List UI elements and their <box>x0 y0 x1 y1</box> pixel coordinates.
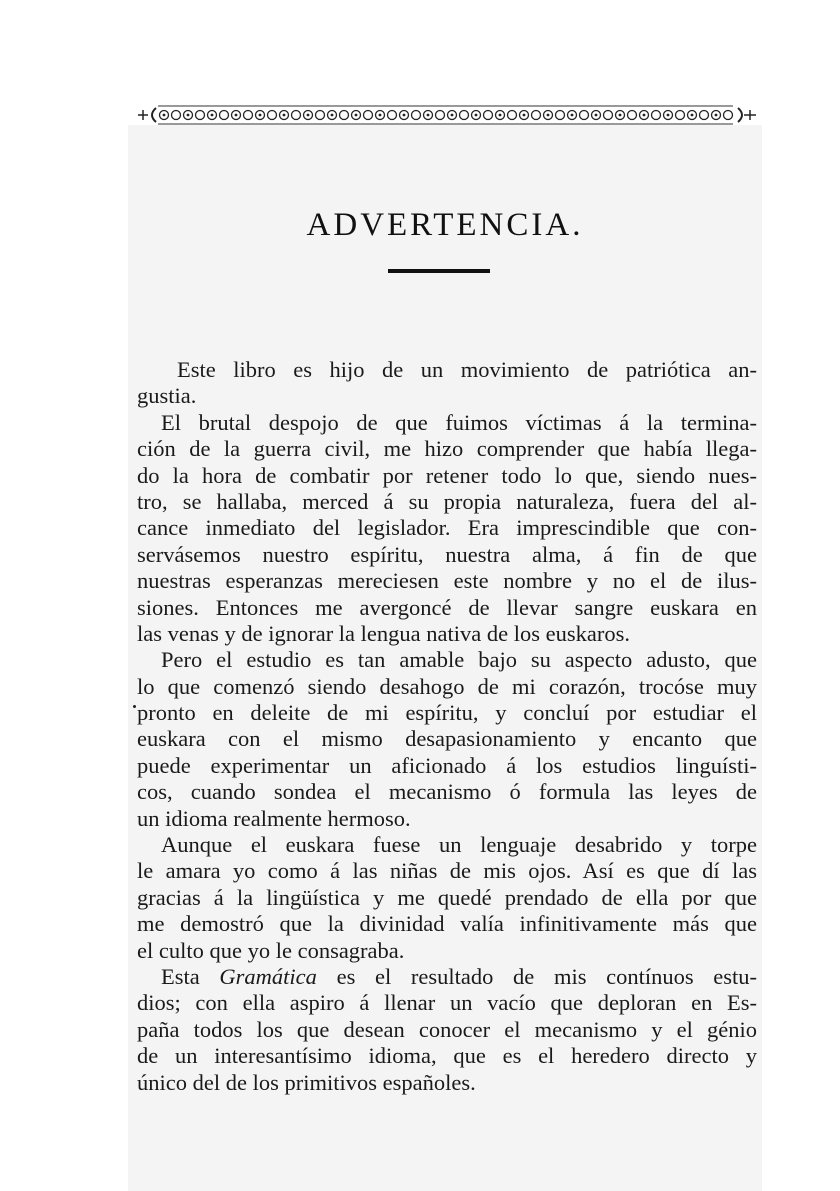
text-line: lo que comenzó siendo desahogo de mi corazón, trocóse muy <box>137 673 757 699</box>
italic-title: Gramática <box>219 963 317 989</box>
text-line: le amara yo como á las niñas de mis ojos. Así es que dí las <box>137 858 757 884</box>
text-fragment: es el resultado de mis contínuos estu- <box>336 963 758 989</box>
foreword-text <box>137 357 757 1096</box>
text-line: dios; con ella aspiro á llenar un vacío que deploran en Es- <box>137 990 757 1016</box>
text-line <box>137 964 757 990</box>
text-line: pronto en deleite de mi espíritu, y concluí por estudiar el <box>137 700 757 726</box>
ornamental-header-border-icon <box>138 100 758 130</box>
text-line: Este libro es hijo de un movimiento de patriótica an- <box>177 357 757 382</box>
text-line: euskara con el mismo desapasionamiento y encanto que <box>137 726 757 752</box>
ink-speck <box>133 705 136 708</box>
text-line: el culto que yo le consagraba. <box>137 937 405 963</box>
text-line: Pero el estudio es tan amable bajo su aspecto adusto, que <box>161 647 757 673</box>
text-line: paña todos los que desean conocer el mecanismo y el génio <box>137 1016 757 1042</box>
text-line: El brutal despojo de que fuimos víctimas á la termina- <box>161 409 757 435</box>
page-title: ADVERTENCIA. <box>306 207 584 243</box>
text-line: serváse​mos nuestro espíritu, nuestra alma, á fin de que <box>137 541 757 567</box>
text-line: Aunque el euskara fuese un lenguaje desabrido y torpe <box>161 832 757 858</box>
text-line: siones. Entonces me avergoncé de llevar sangre euskara en <box>137 594 757 620</box>
text-line: gracias á la lingüística y me quedé prendado de ella por que <box>137 884 757 910</box>
text-line: do la hora de combatir por retener todo lo que, siendo nues- <box>137 462 757 488</box>
text-line: las venas y de ignorar la lengua nativa de los euskaros. <box>137 620 630 646</box>
text-line: de un interesantísimo idioma, que es el heredero directo y <box>137 1043 757 1069</box>
text-line: cos, cuando sondea el mecanismo ó formula las leyes de <box>137 779 757 805</box>
text-line: puede experimentar un aficionado á los estudios linguísti- <box>137 752 757 778</box>
title-rule <box>388 269 490 273</box>
text-line: gustia. <box>137 383 197 409</box>
text-line: cance inmediato del legislador. Era imprescindible que con- <box>137 515 757 541</box>
text-line: ción de la guerra civil, me hizo comprender que había llega- <box>137 436 757 462</box>
text-line: me demostró que la divinidad valía infinitivamente más que <box>137 911 757 937</box>
text-line: tro, se hallaba, merced á su propia naturaleza, fuera del al- <box>137 488 757 514</box>
text-line: un idioma realmente hermoso. <box>137 805 411 831</box>
text-fragment: Esta <box>161 963 200 989</box>
text-line: nuestras esperanzas mereciesen este nombre y no el de ilus- <box>137 568 757 594</box>
text-line: único del de los primitivos españoles. <box>137 1069 476 1095</box>
